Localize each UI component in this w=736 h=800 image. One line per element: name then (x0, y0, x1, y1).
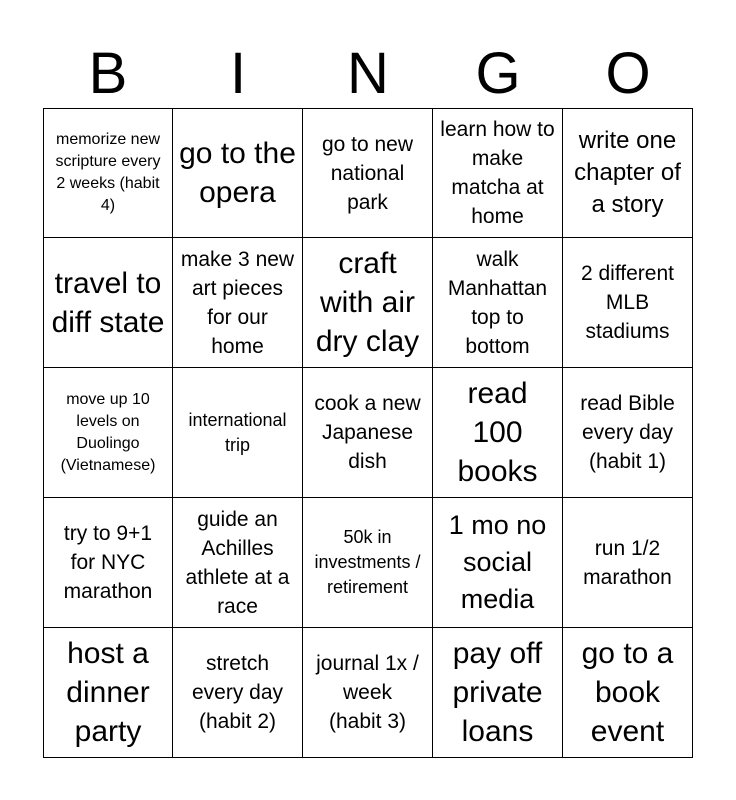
bingo-cell[interactable]: make 3 new art pieces for our home (173, 238, 303, 368)
bingo-cell[interactable]: run 1/2 marathon (563, 498, 693, 628)
header-letter-n: N (347, 41, 389, 106)
bingo-cell[interactable]: journal 1x / week (habit 3) (303, 628, 433, 758)
bingo-cell[interactable]: read Bible every day (habit 1) (563, 368, 693, 498)
bingo-cell[interactable]: craft with air dry clay (303, 238, 433, 368)
bingo-cell[interactable]: travel to diff state (43, 238, 173, 368)
bingo-cell[interactable]: try to 9+1 for NYC marathon (43, 498, 173, 628)
bingo-cell[interactable]: stretch every day (habit 2) (173, 628, 303, 758)
header-letter-o: O (605, 41, 651, 106)
bingo-cell[interactable]: international trip (173, 368, 303, 498)
bingo-cell[interactable]: go to a book event (563, 628, 693, 758)
bingo-cell[interactable]: walk Manhattan top to bottom (433, 238, 563, 368)
bingo-cell[interactable]: read 100 books (433, 368, 563, 498)
bingo-cell[interactable]: host a dinner party (43, 628, 173, 758)
bingo-cell[interactable]: pay off private loans (433, 628, 563, 758)
bingo-cell[interactable]: 2 different MLB stadiums (563, 238, 693, 368)
bingo-board (43, 108, 693, 758)
bingo-cell[interactable]: cook a new Japanese dish (303, 368, 433, 498)
bingo-cell[interactable]: guide an Achilles athlete at a race (173, 498, 303, 628)
header-letter-b: B (88, 41, 128, 106)
bingo-cell[interactable]: move up 10 levels on Duolingo (Vietnamese) (43, 368, 173, 498)
bingo-header (43, 40, 693, 108)
header-letter-i: I (229, 41, 247, 106)
bingo-cell[interactable]: 50k in investments / retirement (303, 498, 433, 628)
bingo-cell[interactable]: go to the opera (173, 108, 303, 238)
bingo-cell[interactable]: write one chapter of a story (563, 108, 693, 238)
bingo-cell[interactable]: 1 mo no social media (433, 498, 563, 628)
bingo-cell[interactable]: memorize new scripture every 2 weeks (habit 4) (43, 108, 173, 238)
bingo-cell[interactable]: go to new national park (303, 108, 433, 238)
bingo-cell[interactable]: learn how to make matcha at home (433, 108, 563, 238)
header-letter-g: G (475, 41, 521, 106)
